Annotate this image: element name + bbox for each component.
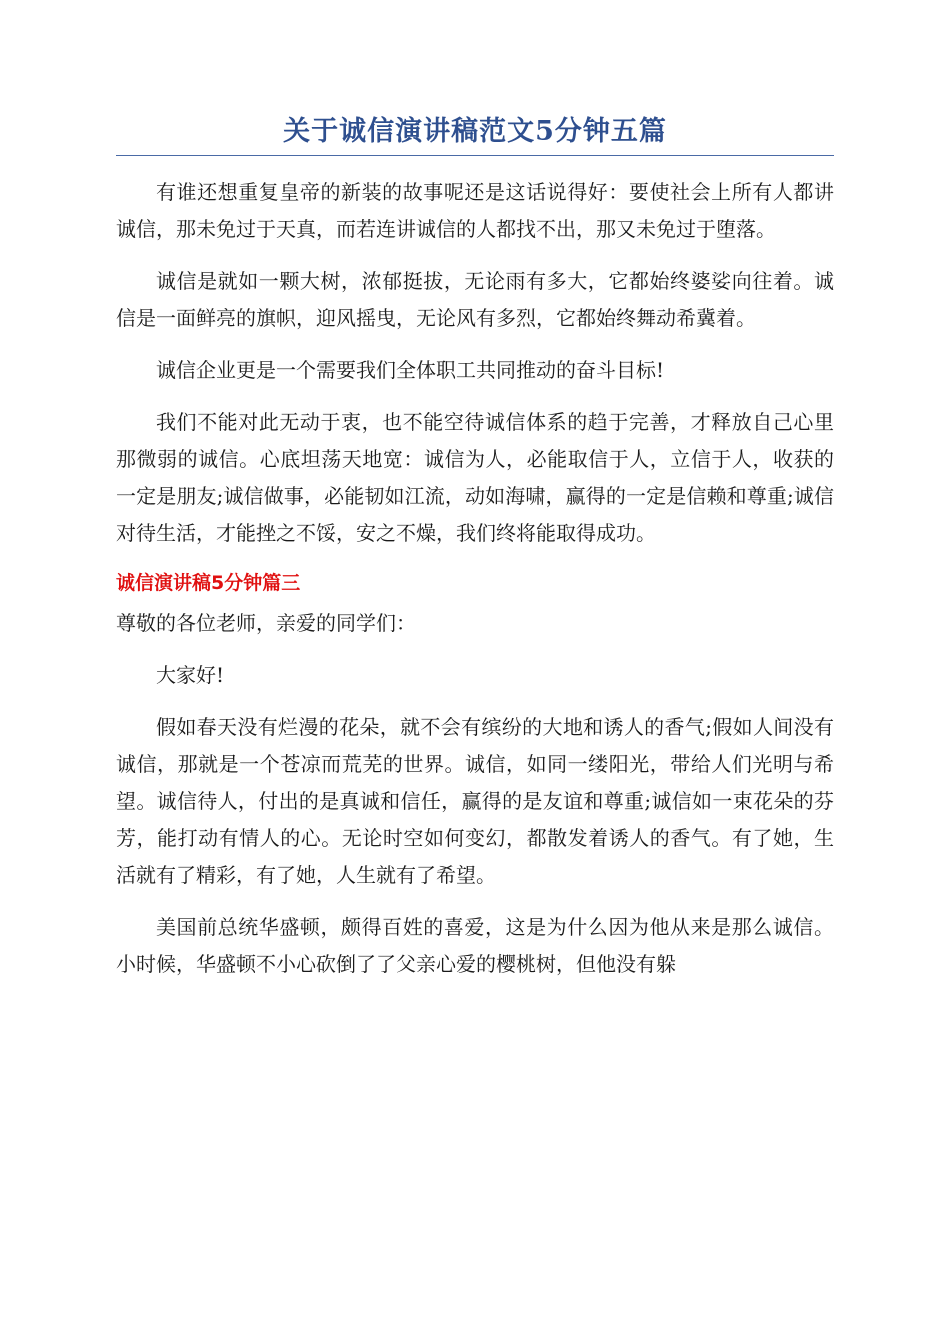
document-title: 关于诚信演讲稿范文5分钟五篇 bbox=[283, 116, 667, 147]
title-underline bbox=[116, 155, 834, 156]
paragraph: 有谁还想重复皇帝的新装的故事呢还是这话说得好：要使社会上所有人都讲诚信，那未免过于天真，而若连讲诚信的人都找不出，那又未免过于堕落。 bbox=[116, 180, 834, 241]
paragraph: 诚信是就如一颗大树，浓郁挺拔，无论雨有多大，它都始终婆娑向往着。诚信是一面鲜亮的旗帜，迎风摇曳，无论风有多烈，它都始终舞动希冀着。 bbox=[116, 269, 834, 330]
paragraph: 美国前总统华盛顿，颇得百姓的喜爱，这是为什么因为他从来是那么诚信。小时候，华盛顿不小心砍倒了了父亲心爱的樱桃树，但他没有躲 bbox=[116, 915, 834, 976]
paragraph: 诚信企业更是一个需要我们全体职工共同推动的奋斗目标! bbox=[156, 358, 665, 382]
paragraph: 我们不能对此无动于衷，也不能空待诚信体系的趋于完善，才释放自己心里那微弱的诚信。心底坦荡天地宽：诚信为人，必能取信于人，立信于人，收获的一定是朋友;诚信做事，必能韧如江流，动如海啸，赢得的一定是信赖和尊重;诚信对待生活，才能挫之不馁，安之不燥，我们终将能取得成功。 bbox=[116, 410, 834, 545]
salutation: 尊敬的各位老师，亲爱的同学们： bbox=[116, 611, 416, 635]
document-page bbox=[116, 112, 834, 998]
paragraph: 大家好! bbox=[156, 663, 225, 687]
section-heading: 诚信演讲稿5分钟篇三 bbox=[116, 572, 301, 594]
paragraph: 假如春天没有烂漫的花朵，就不会有缤纷的大地和诱人的香气;假如人间没有诚信，那就是一个苍凉而荒芜的世界。诚信，如同一缕阳光，带给人们光明与希望。诚信待人，付出的是真诚和信任，赢得的是友谊和尊重;诚信如一束花朵的芬芳，能打动有情人的心。无论时空如何变幻，都散发着诱人的香气。有了她，生活就有了精彩，有了她，人生就有了希望。 bbox=[116, 715, 834, 887]
